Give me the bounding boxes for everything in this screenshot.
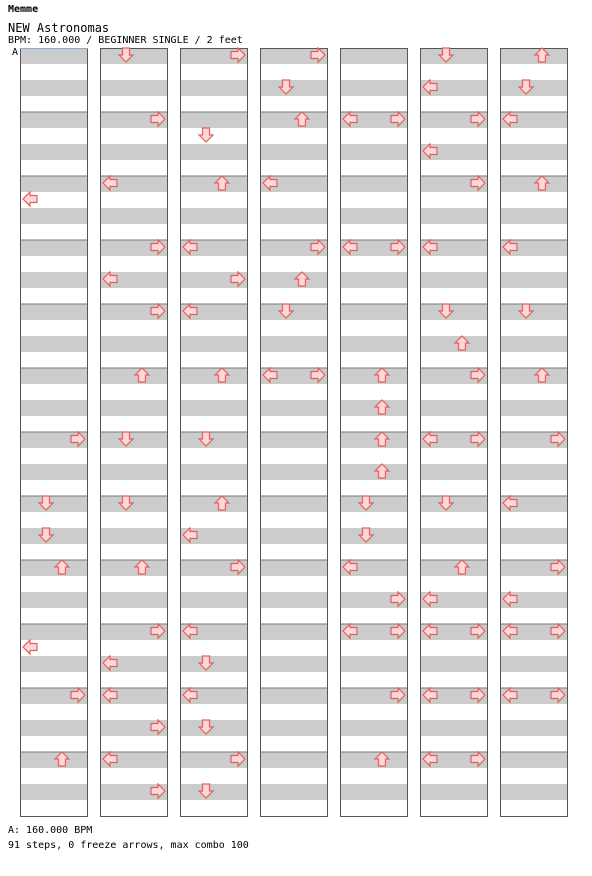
beat-stripe — [20, 368, 88, 384]
beat-stripe — [180, 592, 248, 608]
beat-stripe — [340, 272, 408, 288]
beat-stripe — [260, 496, 328, 512]
beat-stripe — [20, 496, 88, 512]
beat-stripe — [420, 560, 488, 576]
bpm-marker-label: A — [12, 47, 19, 58]
beat-stripe — [260, 752, 328, 768]
beat-stripe — [340, 48, 408, 64]
beat-stripe — [340, 368, 408, 384]
beat-stripe — [20, 80, 88, 96]
beat-stripe — [100, 528, 168, 544]
beat-stripe — [340, 528, 408, 544]
beat-stripe — [100, 400, 168, 416]
beat-stripe — [20, 240, 88, 256]
beat-stripe — [20, 720, 88, 736]
beat-stripe — [260, 432, 328, 448]
beat-stripe — [420, 208, 488, 224]
beat-stripe — [20, 752, 88, 768]
beat-stripe — [500, 784, 568, 800]
beat-stripe — [420, 400, 488, 416]
beat-stripe — [500, 48, 568, 64]
beat-stripe — [420, 272, 488, 288]
beat-stripe — [340, 144, 408, 160]
beat-stripe — [420, 336, 488, 352]
beat-stripe — [100, 48, 168, 64]
beat-stripe — [20, 112, 88, 128]
beat-stripe — [260, 688, 328, 704]
beat-stripe — [180, 176, 248, 192]
beat-stripe — [180, 112, 248, 128]
beat-stripe — [340, 496, 408, 512]
step-summary: 91 steps, 0 freeze arrows, max combo 100 — [8, 840, 249, 851]
beat-stripe — [20, 176, 88, 192]
beat-stripe — [260, 112, 328, 128]
beat-stripe — [20, 400, 88, 416]
beat-stripe — [420, 720, 488, 736]
beat-stripe — [20, 464, 88, 480]
beat-stripe — [260, 592, 328, 608]
beat-stripe — [180, 464, 248, 480]
beat-stripe — [180, 432, 248, 448]
beat-stripe — [100, 208, 168, 224]
beat-stripe — [180, 208, 248, 224]
beat-stripe — [420, 656, 488, 672]
beat-stripe — [340, 464, 408, 480]
beat-stripe — [260, 144, 328, 160]
beat-stripe — [260, 80, 328, 96]
beat-stripe — [20, 560, 88, 576]
beat-stripe — [500, 400, 568, 416]
beat-stripe — [20, 656, 88, 672]
beat-stripe — [420, 784, 488, 800]
beat-stripe — [340, 432, 408, 448]
beat-stripe — [340, 80, 408, 96]
beat-stripe — [500, 176, 568, 192]
beat-stripe — [180, 784, 248, 800]
beat-stripe — [340, 336, 408, 352]
beat-stripe — [180, 496, 248, 512]
beat-stripe — [500, 464, 568, 480]
beat-stripe — [340, 656, 408, 672]
beat-stripe — [180, 400, 248, 416]
beat-stripe — [100, 336, 168, 352]
beat-stripe — [260, 464, 328, 480]
beat-stripe — [500, 80, 568, 96]
beat-stripe — [500, 272, 568, 288]
beat-stripe — [260, 720, 328, 736]
beat-stripe — [100, 144, 168, 160]
beat-stripe — [340, 304, 408, 320]
beat-stripe — [20, 336, 88, 352]
beat-stripe — [500, 336, 568, 352]
beat-stripe — [500, 720, 568, 736]
beat-stripe — [20, 592, 88, 608]
beat-stripe — [20, 208, 88, 224]
beat-stripe — [420, 464, 488, 480]
beat-stripe — [180, 656, 248, 672]
beat-stripe — [420, 304, 488, 320]
beat-stripe — [340, 784, 408, 800]
beat-stripe — [340, 720, 408, 736]
beat-stripe — [340, 176, 408, 192]
beat-stripe — [180, 144, 248, 160]
beat-stripe — [20, 528, 88, 544]
beat-stripe — [20, 784, 88, 800]
beat-stripe — [500, 368, 568, 384]
beat-stripe — [340, 400, 408, 416]
beat-stripe — [180, 368, 248, 384]
beat-stripe — [260, 656, 328, 672]
beat-stripe — [180, 336, 248, 352]
beat-stripe — [100, 80, 168, 96]
beat-stripe — [260, 400, 328, 416]
beat-stripe — [100, 464, 168, 480]
beat-stripe — [340, 752, 408, 768]
beat-stripe — [420, 528, 488, 544]
beat-stripe — [500, 144, 568, 160]
beat-stripe — [260, 624, 328, 640]
beat-stripe — [100, 432, 168, 448]
beat-stripe — [260, 336, 328, 352]
beat-stripe — [260, 784, 328, 800]
beat-stripe — [20, 304, 88, 320]
beat-stripe — [100, 368, 168, 384]
beat-stripe — [500, 208, 568, 224]
beat-stripe — [500, 752, 568, 768]
beat-stripe — [420, 496, 488, 512]
beat-stripe — [500, 528, 568, 544]
beat-stripe — [260, 528, 328, 544]
beat-stripe — [20, 272, 88, 288]
beat-stripe — [20, 144, 88, 160]
beat-stripe — [100, 496, 168, 512]
beat-stripe — [260, 304, 328, 320]
beat-stripe — [180, 720, 248, 736]
bpm-legend: A: 160.000 BPM — [8, 825, 93, 836]
beat-stripe — [260, 272, 328, 288]
beat-stripe — [20, 624, 88, 640]
beat-stripe — [500, 656, 568, 672]
beat-stripe — [340, 208, 408, 224]
beat-stripe — [500, 304, 568, 320]
song-title: NEW Astronomas — [8, 21, 110, 35]
beat-stripe — [260, 560, 328, 576]
beat-stripe — [20, 48, 88, 64]
beat-stripe — [180, 80, 248, 96]
artist-name: Memme — [8, 4, 39, 15]
chart-info: BPM: 160.000 / BEGINNER SINGLE / 2 feet — [8, 35, 243, 46]
beat-stripe — [260, 208, 328, 224]
beat-stripe — [420, 48, 488, 64]
beat-stripe — [100, 592, 168, 608]
beat-stripe — [100, 560, 168, 576]
